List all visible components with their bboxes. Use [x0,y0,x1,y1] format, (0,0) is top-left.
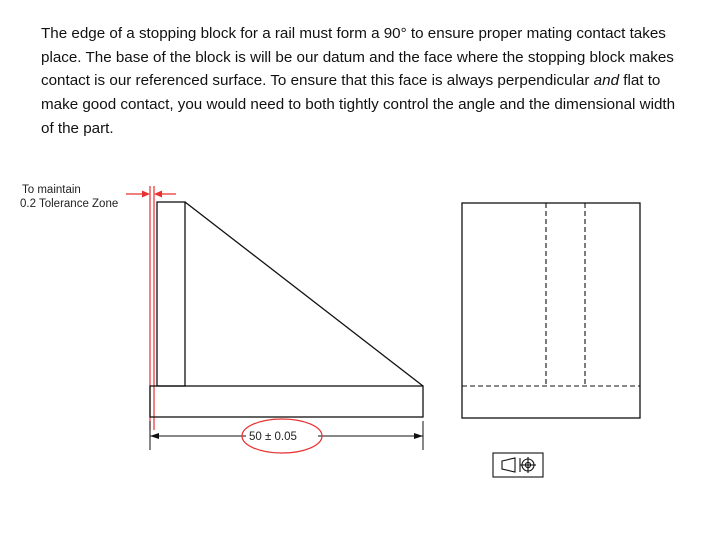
tolerance-label-line1: To maintain [22,184,81,196]
tolerance-label-line2: 0.2 Tolerance Zone [20,198,119,210]
third-angle-projection-icon [493,453,543,477]
description-text-part1: The edge of a stopping block for a rail must form a 90° to ensure proper mating contact takes place. The base of the block is will be our datum and the face where the stopping block makes contact is our referenced surface. To ensure that this face is always perpendicular [41,25,674,90]
width-dimension-value: 50 ± 0.05 [249,431,297,443]
gusset-hypotenuse [185,202,423,386]
vertical-plate [157,202,185,386]
description-text-part2: flat to make good contact, you would need to both tightly control the angle and the dimensional width of the part. [41,72,676,137]
base-plate [150,386,423,417]
tolerance-zone-arrows [126,191,176,198]
description-emphasis: and [593,72,620,90]
front-view [150,202,423,417]
side-view [462,203,640,418]
